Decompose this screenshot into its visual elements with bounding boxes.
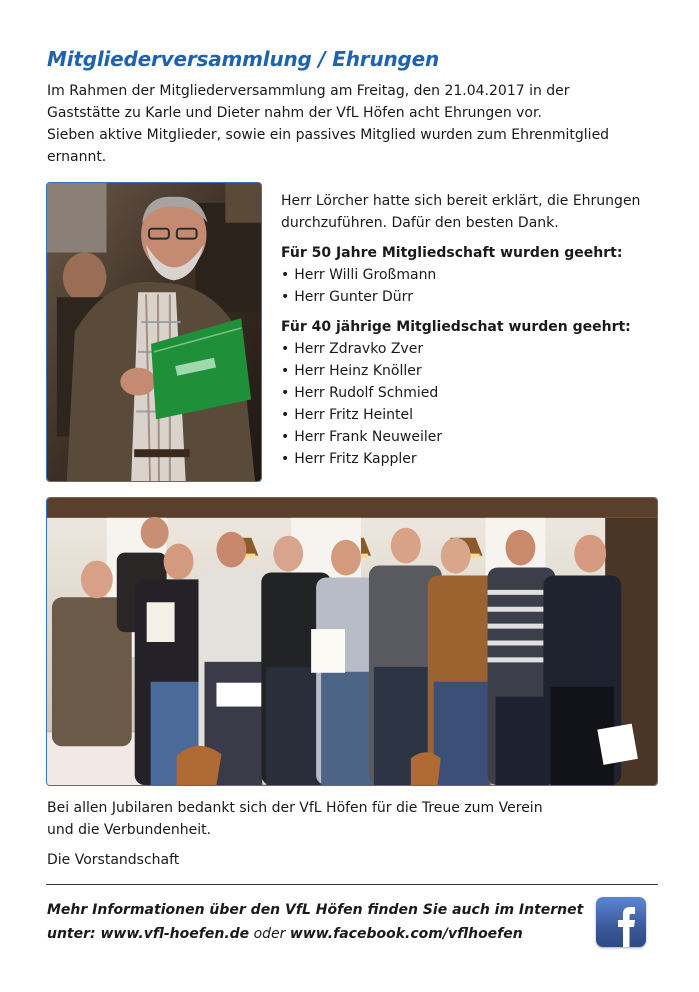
group-40-list <box>281 338 661 470</box>
honoree-item: • Herr Gunter Dürr <box>281 286 661 308</box>
facebook-icon[interactable] <box>596 897 646 947</box>
intro-line: Im Rahmen der Mitgliederversammlung am Freitag, den 21.04.2017 in der <box>47 83 570 99</box>
honoree-item: • Herr Zdravko Zver <box>281 338 661 360</box>
honoree-item: • Herr Heinz Knöller <box>281 360 661 382</box>
thanks-paragraph <box>47 797 647 841</box>
thanks-line: Bei allen Jubilaren bedankt sich der VfL Höfen für die Treue zum Verein <box>47 800 543 816</box>
group-50-heading: Für 50 Jahre Mitgliedschaft wurden geehrt: <box>281 245 623 261</box>
honoree-item: • Herr Fritz Heintel <box>281 404 661 426</box>
intro-paragraph <box>47 80 657 168</box>
facebook-link[interactable]: www.facebook.com/vflhoefen <box>289 926 523 942</box>
honoree-item: • Herr Frank Neuweiler <box>281 426 661 448</box>
footer-divider <box>46 884 658 885</box>
intro-line: Sieben aktive Mitglieder, sowie ein passives Mitglied wurden zum Ehrenmitglied <box>47 127 610 143</box>
thanks-line: und die Verbundenheit. <box>47 822 212 838</box>
website-link[interactable]: www.vfl-hoefen.de <box>100 926 250 942</box>
honors-section <box>281 190 661 470</box>
page-title: Mitgliederversammlung / Ehrungen <box>47 47 440 71</box>
signature: Die Vorstandschaft <box>47 852 180 868</box>
honors-intro-line: Herr Lörcher hatte sich bereit erklärt, die Ehrungen <box>281 193 641 209</box>
group-50-list <box>281 264 661 308</box>
intro-line: ernannt. <box>47 149 107 165</box>
footer-prefix: unter: <box>47 926 101 942</box>
honors-intro-line: durchzuführen. Dafür den besten Dank. <box>281 215 559 231</box>
speaker-photo <box>46 182 262 482</box>
honoree-item: • Herr Fritz Kappler <box>281 448 661 470</box>
group-40-heading: Für 40 jährige Mitgliedschat wurden geehrt: <box>281 319 631 335</box>
honoree-item: • Herr Rudolf Schmied <box>281 382 661 404</box>
footer-line <box>47 922 587 946</box>
footer-line: Mehr Informationen über den VfL Höfen finden Sie auch im Internet <box>47 902 584 918</box>
honoree-item: • Herr Willi Großmann <box>281 264 661 286</box>
footer-info <box>47 898 587 946</box>
footer-oder: oder <box>249 926 290 942</box>
group-photo <box>46 497 658 786</box>
intro-line: Gaststätte zu Karle und Dieter nahm der VfL Höfen acht Ehrungen vor. <box>47 105 542 121</box>
